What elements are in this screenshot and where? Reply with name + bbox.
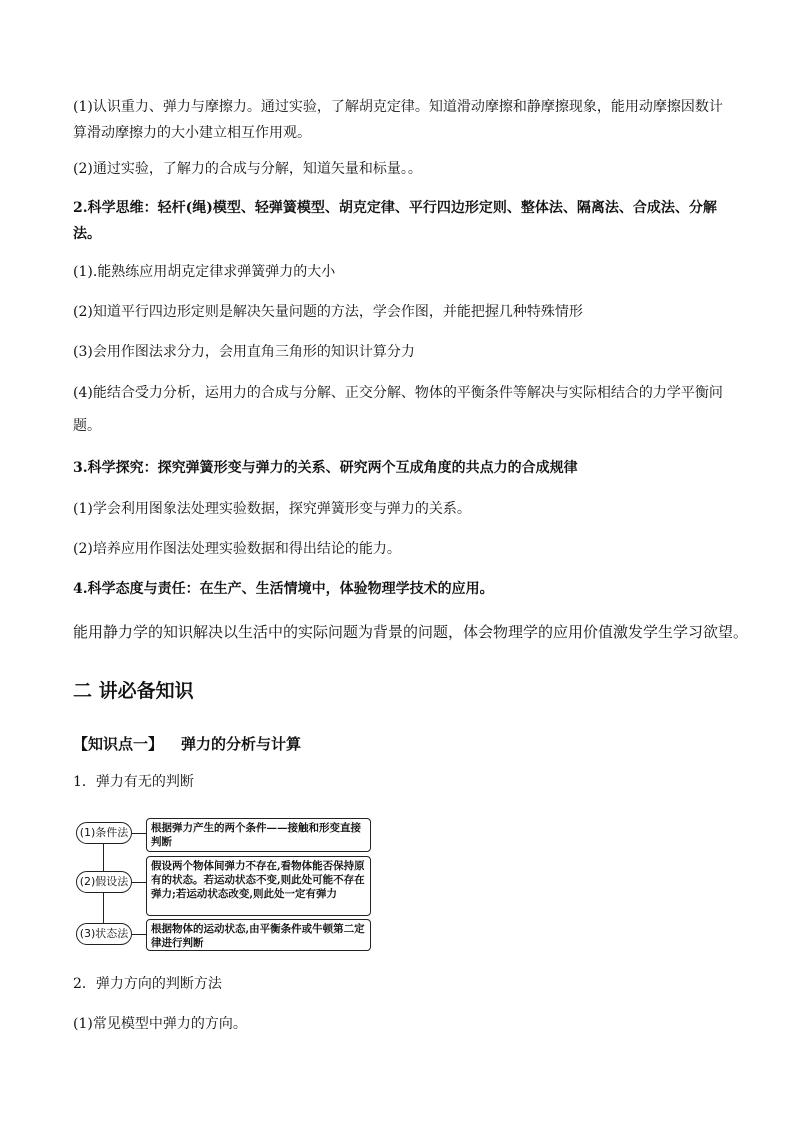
section-2-item-4-line-1: (4)能结合受力分析，运用力的合成与分解、正交分解、物体的平衡条件等解决与实际相结合的力学平衡问 (73, 385, 723, 401)
section-3-item-1: (1)学会利用图象法处理实验数据，探究弹簧形变与弹力的关系。 (73, 501, 471, 517)
subheading-1: 1．弹力有无的判断 (73, 774, 194, 790)
method-2-label: (2)假设法 (76, 871, 132, 893)
method-2-description: 假设两个物体间弹力不存在,看物体能否保持原有的状态。若运动状态不变,则此处可能不存在弹力;若运动状态改变,则此处一定有弹力 (146, 856, 371, 916)
section-2-heading-line-2: 法。 (73, 226, 101, 242)
intro-paragraph-1-line-2: 算滑动摩擦力的大小建立相互作用观。 (73, 125, 311, 141)
section-2-item-2: (2)知道平行四边形定则是解决矢量问题的方法，学会作图，并能把握几种特殊情形 (73, 304, 583, 320)
knowledge-point-tag: 【知识点一】 (73, 735, 164, 753)
method-1-connector (132, 833, 146, 834)
part-heading: 二 讲必备知识 (73, 680, 194, 702)
method-1-label: (1)条件法 (76, 822, 132, 844)
elastic-force-method-diagram (76, 816, 376, 952)
method-3-connector (132, 934, 146, 935)
section-4-heading: 4.科学态度与责任：在生产、生活情境中，体验物理学技术的应用。 (73, 581, 494, 597)
section-2-item-3: (3)会用作图法求分力，会用直角三角形的知识计算分力 (73, 344, 415, 360)
subheading-2: 2．弹力方向的判断方法 (73, 976, 222, 992)
section-2-item-1: (1).能熟练应用胡克定律求弹簧弹力的大小 (73, 264, 336, 280)
section-4-text: 能用静力学的知识解决以生活中的实际问题为背景的问题，体会物理学的应用价值激发学生学习欲望。 (73, 623, 749, 641)
method-3-label: (3)状态法 (76, 923, 132, 945)
method-3-description: 根据物体的运动状态,由平衡条件或牛顿第二定律进行判断 (146, 919, 371, 951)
method-2-connector (132, 882, 146, 883)
intro-paragraph-2: (2)通过实验，了解力的合成与分解，知道矢量和标量。。 (73, 161, 422, 177)
section-3-item-2: (2)培养应用作图法处理实验数据和得出结论的能力。 (73, 541, 401, 557)
intro-paragraph-1-line-1: (1)认识重力、弹力与摩擦力。通过实验，了解胡克定律。知道滑动摩擦和静摩擦现象，能用动摩擦因数计 (73, 99, 723, 115)
subheading-2-item-1: (1)常见模型中弹力的方向。 (73, 1016, 247, 1032)
method-1-description: 根据弹力产生的两个条件——接触和形变直接判断 (146, 818, 371, 852)
section-3-heading: 3.科学探究：探究弹簧形变与弹力的关系、研究两个互成角度的共点力的合成规律 (73, 460, 578, 476)
section-2-item-4-line-2: 题。 (73, 418, 101, 434)
knowledge-point-heading (73, 733, 301, 754)
knowledge-point-title: 弹力的分析与计算 (181, 735, 302, 753)
section-2-heading-line-1: 2.科学思维：轻杆(绳)模型、轻弹簧模型、胡克定律、平行四边形定则、整体法、隔离法、合成法、分解 (73, 200, 717, 216)
